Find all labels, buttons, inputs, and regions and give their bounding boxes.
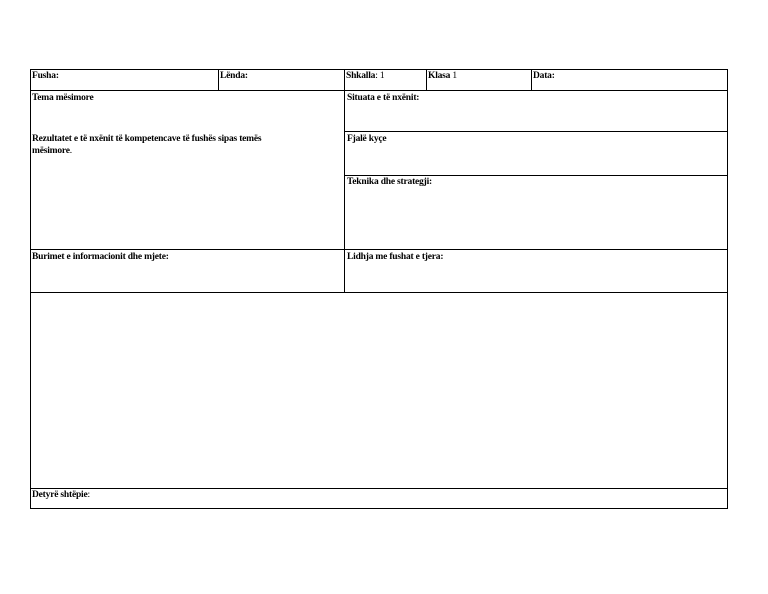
row-divider-header: [30, 90, 728, 91]
row-divider-right-situata: [345, 131, 728, 132]
detyre-shtepie-label: Detyrë shtëpie: [32, 490, 88, 500]
shkalla-label: Shkalla: [346, 71, 376, 81]
shkalla-field: [346, 71, 384, 82]
tema-mesimore-label: Tema mësimore: [32, 93, 94, 103]
row-divider-lidhja: [30, 292, 728, 293]
detyre-shtepie-field: [32, 490, 90, 501]
klasa-label: Klasa: [428, 71, 451, 81]
rezultatet-line2-text: mësimore: [32, 146, 70, 156]
klasa-field: [428, 71, 457, 82]
data-label: Data:: [533, 71, 555, 81]
shkalla-value: : 1: [375, 71, 385, 81]
col-divider-main: [344, 69, 345, 293]
lidhja-label: Lidhja me fushat e tjera:: [347, 252, 444, 262]
lenda-label: Lënda:: [220, 71, 248, 81]
situata-label: Situata e të nxënit:: [347, 93, 420, 103]
klasa-value: 1: [450, 71, 457, 81]
row-divider-detyre: [30, 488, 728, 489]
detyre-shtepie-suffix: :: [87, 490, 90, 500]
fjale-kyce-label: Fjalë kyçe: [347, 134, 387, 144]
rezultatet-label-line2: [32, 146, 72, 157]
teknika-label: Teknika dhe strategji:: [347, 177, 432, 187]
row-divider-right-fjale: [345, 175, 728, 176]
rezultatet-label-line1: Rezultatet e të nxënit të kompetencave të fushës sipas temës: [32, 134, 262, 144]
col-divider-header-4: [531, 69, 532, 91]
col-divider-header-1: [218, 69, 219, 91]
burimet-label: Burimet e informacionit dhe mjete:: [32, 252, 169, 262]
row-divider-burimet: [30, 249, 728, 250]
rezultatet-line2-suffix: .: [69, 146, 72, 156]
fusha-label: Fusha:: [32, 71, 59, 81]
col-divider-header-3: [426, 69, 427, 91]
